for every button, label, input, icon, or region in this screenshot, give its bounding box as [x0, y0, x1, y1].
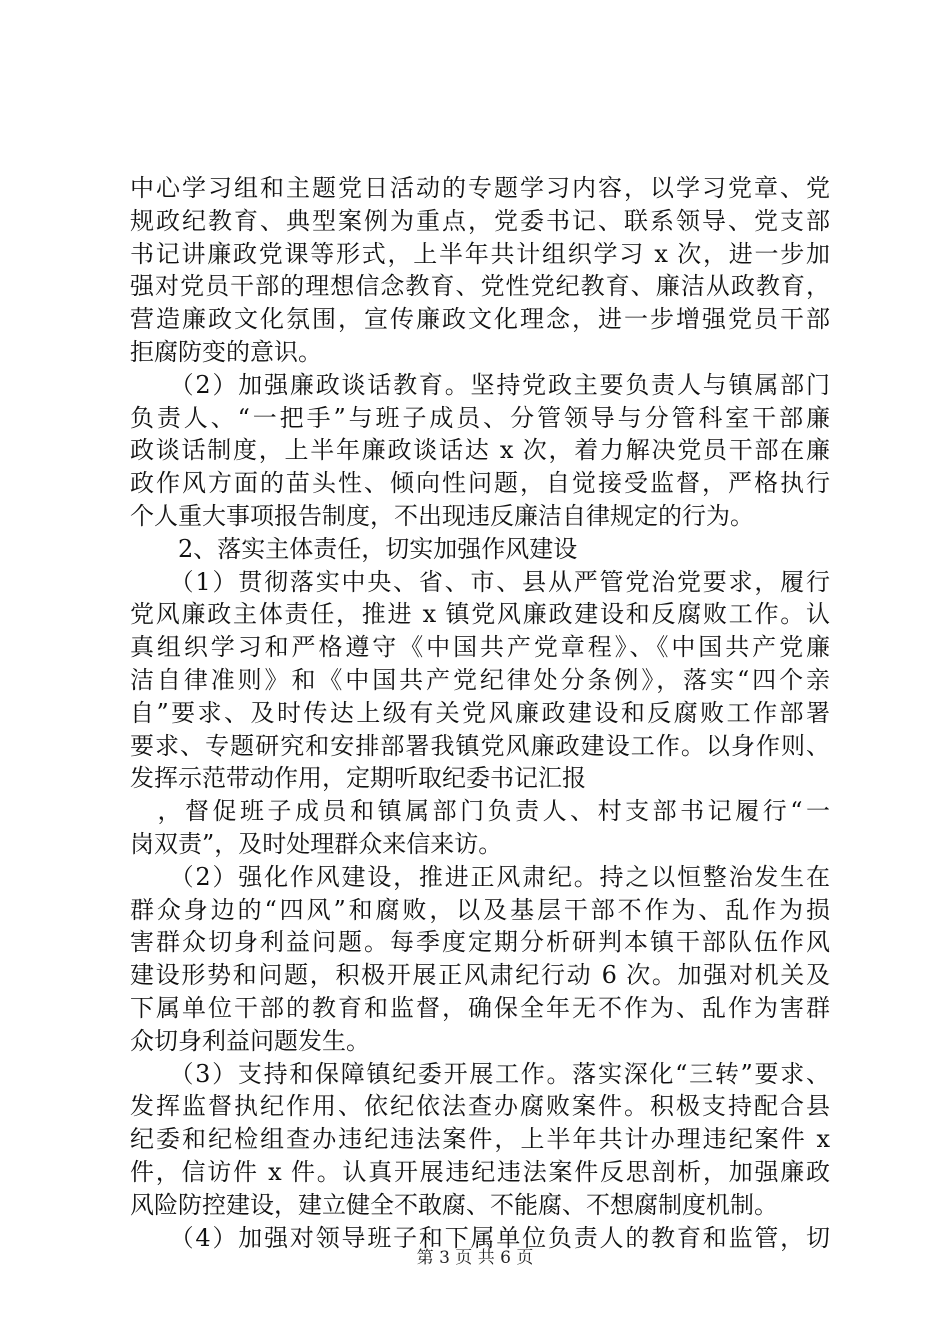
text-line: 件，信访件 x 件。认真开展违纪违法案件反思剖析，加强廉政: [130, 1157, 830, 1186]
text-line: （3）支持和保障镇纪委开展工作。落实深化“三转”要求、: [130, 1059, 830, 1088]
text-line: （2）强化作风建设，推进正风肃纪。持之以恒整治发生在: [130, 862, 830, 891]
text-line: 拒腐防变的意识。: [130, 337, 322, 366]
text-line: 要求、专题研究和安排部署我镇党风廉政建设工作。以身作则、: [130, 731, 830, 760]
text-line: 书记讲廉政党课等形式，上半年共计组织学习 x 次，进一步加: [130, 239, 830, 268]
text-line: （2）加强廉政谈话教育。坚持党政主要负责人与镇属部门: [130, 370, 830, 399]
text-line: 党风廉政主体责任，推进 x 镇党风廉政建设和反腐败工作。认: [130, 600, 830, 629]
text-line: 真组织学习和严格遵守《中国共产党章程》、《中国共产党廉: [130, 633, 830, 662]
text-line: 个人重大事项报告制度，不出现违反廉洁自律规定的行为。: [130, 501, 754, 530]
text-line: （1）贯彻落实中央、省、市、县从严管党治党要求，履行: [130, 567, 830, 596]
text-line: 2、落实主体责任，切实加强作风建设: [130, 534, 578, 563]
text-line: 负责人、“一把手”与班子成员、分管领导与分管科室干部廉: [130, 403, 830, 432]
text-line: 发挥示范带动作用，定期听取纪委书记汇报: [130, 764, 586, 793]
text-line: ，督促班子成员和镇属部门负责人、村支部书记履行“一: [130, 797, 830, 826]
text-line: 政谈话制度，上半年廉政谈话达 x 次，着力解决党员干部在廉: [130, 436, 830, 465]
text-line: 强对党员干部的理想信念教育、党性党纪教育、廉洁从政教育，: [130, 272, 830, 301]
text-line: 规政纪教育、典型案例为重点，党委书记、联系领导、党支部: [130, 206, 830, 235]
page-footer: 第 3 页 共 6 页: [416, 1248, 534, 1268]
text-line: 营造廉政文化氛围，宣传廉政文化理念，进一步增强党员干部: [130, 305, 830, 334]
text-line: 岗双责”，及时处理群众来信来访。: [130, 829, 503, 858]
text-line: 众切身利益问题发生。: [130, 1026, 370, 1055]
text-line: 风险防控建设，建立健全不敢腐、不能腐、不想腐制度机制。: [130, 1190, 778, 1219]
text-line: 纪委和纪检组查办违纪违法案件，上半年共计办理违纪案件 x: [130, 1125, 830, 1154]
text-line: （4）加强对领导班子和下属单位负责人的教育和监管，切: [130, 1223, 830, 1252]
text-line: 下属单位干部的教育和监督，确保全年无不作为、乱作为害群: [130, 993, 830, 1022]
text-line: 洁自律准则》和《中国共产党纪律处分条例》，落实“四个亲: [130, 665, 830, 694]
text-line: 群众身边的“四风”和腐败，以及基层干部不作为、乱作为损: [130, 895, 830, 924]
text-line: 政作风方面的苗头性、倾向性问题，自觉接受监督，严格执行: [130, 469, 830, 498]
body-text: [130, 172, 830, 1254]
text-line: 自”要求、及时传达上级有关党风廉政建设和反腐败工作部署: [130, 698, 830, 727]
text-line: 发挥监督执纪作用、依纪依法查办腐败案件。积极支持配合县: [130, 1092, 830, 1121]
text-line: 建设形势和问题，积极开展正风肃纪行动 6 次。加强对机关及: [130, 961, 830, 990]
text-line: 害群众切身利益问题。每季度定期分析研判本镇干部队伍作风: [130, 928, 830, 957]
text-line: 中心学习组和主题党日活动的专题学习内容，以学习党章、党: [130, 174, 830, 202]
